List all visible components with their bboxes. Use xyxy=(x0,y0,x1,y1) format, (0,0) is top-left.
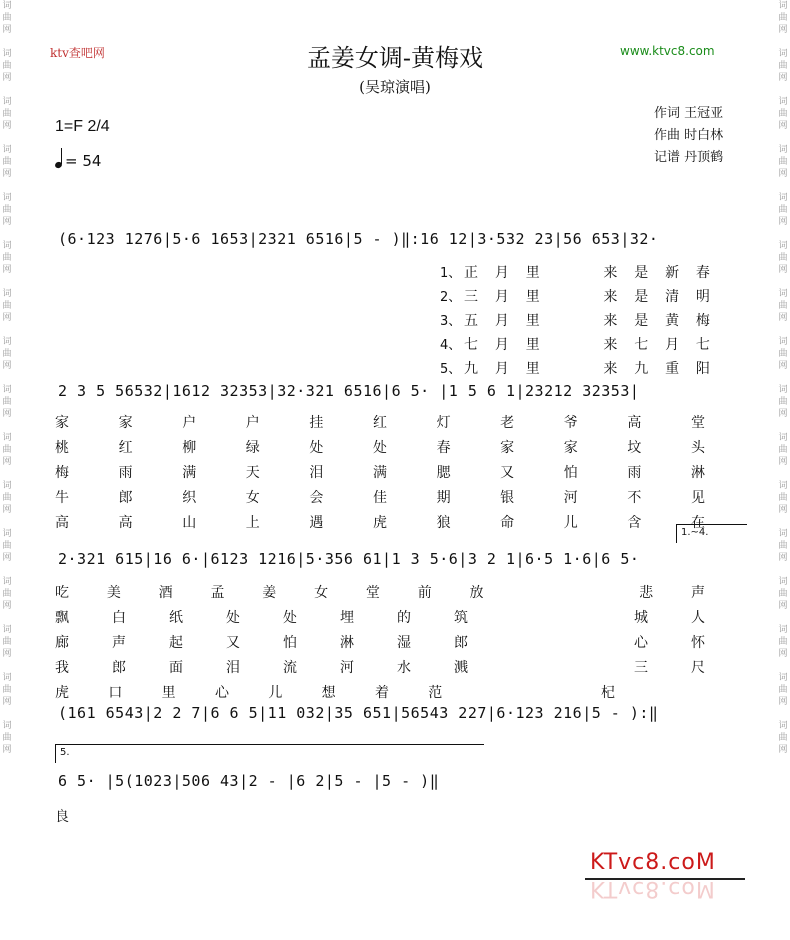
lyric-char: 儿 xyxy=(563,515,578,531)
lyric-char: 月 xyxy=(494,361,509,377)
lyric-char: 里 xyxy=(161,685,176,701)
lyric-char: 是 xyxy=(634,265,649,281)
lyric-char: 怕 xyxy=(283,635,297,651)
lyric-char: 里 xyxy=(525,289,540,305)
lyric-char: 不 xyxy=(627,490,642,506)
lyric-char: 放 xyxy=(469,585,484,601)
lyric-char: 月 xyxy=(494,313,509,329)
volta-bracket-1: 1.~4. xyxy=(676,524,747,543)
lyric-char: 来 xyxy=(603,265,618,281)
lyric-char: 是 xyxy=(634,289,649,305)
lyric-char: 新 xyxy=(665,265,680,281)
score-line-2: 2 3 5 56532|1612 32353|32·321 6516|6 5· |1 5 6 1|23212 32353| xyxy=(58,382,640,400)
lyric-char: 灯 xyxy=(436,415,451,431)
lyric-char: 重 xyxy=(665,361,680,377)
lyric-char: 高 xyxy=(627,415,642,431)
lyric-char: 银 xyxy=(500,490,515,506)
lyric-char: 筑 xyxy=(454,610,468,626)
lyric-row xyxy=(464,262,710,282)
lyric-gap xyxy=(521,582,601,602)
lyric-row xyxy=(55,512,705,532)
lyric-char: 月 xyxy=(494,337,509,353)
lyric-gap xyxy=(557,358,587,378)
lyric-char: 月 xyxy=(665,337,680,353)
lyric-char: 孟 xyxy=(210,585,225,601)
lyric-char: 会 xyxy=(309,490,324,506)
lyric-char: 又 xyxy=(226,635,240,651)
lyric-row xyxy=(464,310,710,330)
lyric-char: 心 xyxy=(634,635,648,651)
lyric-char: 三 xyxy=(634,660,648,676)
lyric-char: 梅 xyxy=(695,313,710,329)
lyric-char: 美 xyxy=(106,585,121,601)
song-subtitle: (吴琼演唱) xyxy=(359,78,431,96)
lyric-char: 处 xyxy=(372,440,387,456)
lyric-char: 里 xyxy=(525,361,540,377)
lyric-char: 杞 xyxy=(600,685,615,701)
lyric-char: 来 xyxy=(603,289,618,305)
lyric-char: 廊 xyxy=(55,635,69,651)
lyric-char: 满 xyxy=(182,465,197,481)
lyric-char: 爷 xyxy=(563,415,578,431)
lyric-char: 雨 xyxy=(118,465,133,481)
lyric-char: 七 xyxy=(634,337,649,353)
lyric-char: 女 xyxy=(245,490,260,506)
lyric-char: 月 xyxy=(494,289,509,305)
lyric-char: 湿 xyxy=(397,635,411,651)
lyric-char: 梅 xyxy=(55,465,69,481)
lyric-char: 月 xyxy=(494,265,509,281)
lyric-char: 来 xyxy=(603,313,618,329)
site-logo[interactable]: KTvc8.coM xyxy=(590,850,716,875)
song-title: 孟姜女调-黄梅戏 xyxy=(306,44,484,72)
lyric-char: 声 xyxy=(690,585,705,601)
lyric-char: 绿 xyxy=(245,440,260,456)
lyric-row xyxy=(55,582,705,602)
lyric-char: 河 xyxy=(340,660,354,676)
lyric-char: 五 xyxy=(464,313,478,329)
lyric-char: 堂 xyxy=(690,415,705,431)
lyric-row xyxy=(55,487,705,507)
lyric-row xyxy=(55,462,705,482)
lyric-char: 流 xyxy=(283,660,297,676)
lyric-char: 飘 xyxy=(55,610,69,626)
lyric-char: 白 xyxy=(112,610,126,626)
lyric-char: 里 xyxy=(525,265,540,281)
key-signature: 1=F 2/4 xyxy=(55,118,110,135)
lyric-char: 清 xyxy=(665,289,680,305)
lyric-char: 悲 xyxy=(639,585,654,601)
lyric-char: 里 xyxy=(525,337,540,353)
lyric-char: 心 xyxy=(214,685,229,701)
lyric-char: 狼 xyxy=(436,515,451,531)
lyric-char: 泪 xyxy=(226,660,240,676)
lyric-char: 在 xyxy=(690,515,705,531)
lyric-char: 黄 xyxy=(665,313,680,329)
lyric-char: 命 xyxy=(500,515,515,531)
lyric-gap xyxy=(511,657,591,677)
lyric-char: 明 xyxy=(695,289,710,305)
lyric-char: 女 xyxy=(314,585,329,601)
lyric-char: 泪 xyxy=(309,465,324,481)
lyric-char: 柳 xyxy=(182,440,197,456)
lyric-char: 红 xyxy=(372,415,387,431)
lyric-char: 的 xyxy=(397,610,411,626)
lyric-char: 佳 xyxy=(372,490,387,506)
verse-row xyxy=(440,286,710,306)
lyric-char: 九 xyxy=(464,361,478,377)
lyric-char: 处 xyxy=(283,610,297,626)
lyric-char: 溅 xyxy=(454,660,468,676)
lyric-char: 酒 xyxy=(158,585,173,601)
lyric-row xyxy=(55,632,705,652)
lyric-char: 腮 xyxy=(436,465,451,481)
lyric-char: 七 xyxy=(464,337,478,353)
lyric-char: 来 xyxy=(603,361,618,377)
lyric-char: 七 xyxy=(695,337,710,353)
lyric-char: 天 xyxy=(245,465,260,481)
lyric-char: 织 xyxy=(182,490,197,506)
lyric-char: 儿 xyxy=(268,685,283,701)
lyric-char: 着 xyxy=(374,685,389,701)
lyric-char: 老 xyxy=(500,415,515,431)
lyric-char: 桃 xyxy=(55,440,69,456)
lyric-row xyxy=(55,412,705,432)
lyric-char: 处 xyxy=(309,440,324,456)
score-line-4: (161 6543|2 2 7|6 6 5|11 032|35 651|56543 227|6·123 216|5 - ):‖ xyxy=(58,704,659,722)
lyric-char: 纸 xyxy=(169,610,183,626)
lyric-char: 埋 xyxy=(340,610,354,626)
lyric-char: 满 xyxy=(372,465,387,481)
note-stem-icon xyxy=(61,148,62,164)
lyric-char: 九 xyxy=(634,361,649,377)
lyric-gap xyxy=(557,310,587,330)
lyric-char: 见 xyxy=(690,490,705,506)
lyric-gap xyxy=(511,607,591,627)
lyric-row xyxy=(55,607,705,627)
lyric-gap xyxy=(482,682,562,702)
lyric-char: 遇 xyxy=(309,515,324,531)
lyric-char: 想 xyxy=(321,685,336,701)
credit-lyricist: 作词 王冠亚 xyxy=(654,106,724,121)
verse-number: 2、 xyxy=(440,290,462,305)
lyric-char: 山 xyxy=(182,515,197,531)
lyric-char: 水 xyxy=(397,660,411,676)
lyric-char: 阳 xyxy=(695,361,710,377)
lyric-row xyxy=(55,437,705,457)
site-logo-reflection: KTvc8.coM xyxy=(590,876,716,901)
credit-composer: 作曲 时白林 xyxy=(654,128,724,143)
verse-block-a xyxy=(440,262,710,378)
lyric-gap xyxy=(557,334,587,354)
lyric-char: 含 xyxy=(627,515,642,531)
lyric-char: 正 xyxy=(464,265,478,281)
lyric-row xyxy=(55,682,615,702)
score-line-5: 6 5· |5(1023|506 43|2 - |6 2|5 - |5 - )‖ xyxy=(58,772,440,790)
lyric-char: 户 xyxy=(182,415,197,431)
score-line-1: (6·123 1276|5·6 1653|2321 6516|5 - )‖:16 12|3·532 23|56 653|32· xyxy=(58,230,659,248)
lyric-gap xyxy=(557,262,587,282)
lyric-char: 春 xyxy=(436,440,451,456)
lyric-gap xyxy=(557,286,587,306)
lyric-char: 起 xyxy=(169,635,183,651)
score-line-3: 2·321 615|16 6·|6123 1216|5·356 61|1 3 5·6|3 2 1|6·5 1·6|6 5· xyxy=(58,550,640,568)
lyric-char: 人 xyxy=(691,610,705,626)
lyric-char: 郎 xyxy=(112,660,126,676)
verse-number: 5、 xyxy=(440,362,462,377)
lyric-char: 春 xyxy=(695,265,710,281)
brand-url[interactable]: www.ktvc8.com xyxy=(620,44,715,58)
verse-row xyxy=(440,334,710,354)
lyric-char: 声 xyxy=(112,635,126,651)
lyric-char: 家 xyxy=(563,440,578,456)
verse-number: 4、 xyxy=(440,338,462,353)
lyric-char: 期 xyxy=(436,490,451,506)
lyric-char: 尺 xyxy=(691,660,705,676)
lyric-char: 家 xyxy=(500,440,515,456)
lyric-char: 口 xyxy=(108,685,123,701)
lyric-char: 来 xyxy=(603,337,618,353)
lyric-char: 淋 xyxy=(340,635,354,651)
lyric-char: 虎 xyxy=(372,515,387,531)
lyric-char: 堂 xyxy=(365,585,380,601)
lyric-char: 范 xyxy=(428,685,443,701)
tempo-marking xyxy=(55,150,101,170)
lyric-char: 雨 xyxy=(627,465,642,481)
verse-row xyxy=(440,262,710,282)
lyric-char: 处 xyxy=(226,610,240,626)
lyric-char: 淋 xyxy=(690,465,705,481)
lyric-char: 虎 xyxy=(55,685,69,701)
lyric-char: 面 xyxy=(169,660,183,676)
lyric-char: 河 xyxy=(563,490,578,506)
lyric-row xyxy=(464,334,710,354)
lyric-char: 挂 xyxy=(309,415,324,431)
lyric-char: 三 xyxy=(464,289,478,305)
lyric-row xyxy=(464,286,710,306)
verse-block-c xyxy=(55,582,705,702)
lyric-char: 户 xyxy=(245,415,260,431)
side-watermark-right: 词曲网 词曲网 词曲网 词曲网 词曲网 词曲网 词曲网 词曲网 词曲网 词曲网 词曲网 词曲网 词曲网 词曲网 词曲网 词曲网 xyxy=(778,1,788,755)
lyric-char: 又 xyxy=(500,465,515,481)
lyric-row xyxy=(55,657,705,677)
lyric-char: 郎 xyxy=(118,490,133,506)
lyric-char: 里 xyxy=(525,313,540,329)
credit-transcriber: 记谱 丹顶鹤 xyxy=(654,150,724,165)
lyric-char: 上 xyxy=(245,515,260,531)
lyric-char: 我 xyxy=(55,660,69,676)
lyric-gap xyxy=(511,632,591,652)
lyric-char: 牛 xyxy=(55,490,69,506)
lyric-char: 是 xyxy=(634,313,649,329)
lyric-char: 吃 xyxy=(55,585,69,601)
tempo-value: = 54 xyxy=(65,152,102,170)
volta-bracket-2: 5. xyxy=(55,744,484,763)
side-watermark-left: 词曲网 词曲网 词曲网 词曲网 词曲网 词曲网 词曲网 词曲网 词曲网 词曲网 词曲网 词曲网 词曲网 词曲网 词曲网 词曲网 xyxy=(2,1,12,755)
lyric-char: 家 xyxy=(118,415,133,431)
verse-row xyxy=(440,358,710,378)
lyric-char: 怕 xyxy=(563,465,578,481)
lyric-char: 前 xyxy=(417,585,432,601)
brand-left[interactable]: ktv查吧网 xyxy=(50,46,105,60)
verse-block-b xyxy=(55,412,705,532)
verse-number: 1、 xyxy=(440,266,462,281)
lyric-char: 高 xyxy=(55,515,69,531)
verse-number: 3、 xyxy=(440,314,462,329)
lyric-char: 姜 xyxy=(262,585,277,601)
lyric-char: 坟 xyxy=(627,440,642,456)
lyric-char: 头 xyxy=(690,440,705,456)
lyric-char: 郎 xyxy=(454,635,468,651)
lyric-char: 家 xyxy=(55,415,69,431)
lyric-char: 怀 xyxy=(691,635,705,651)
lyric-char: 红 xyxy=(118,440,133,456)
verse-row xyxy=(440,310,710,330)
lyric-char: 高 xyxy=(118,515,133,531)
lyric-row xyxy=(464,358,710,378)
final-lyric: 良 xyxy=(55,809,69,825)
lyric-char: 城 xyxy=(634,610,648,626)
